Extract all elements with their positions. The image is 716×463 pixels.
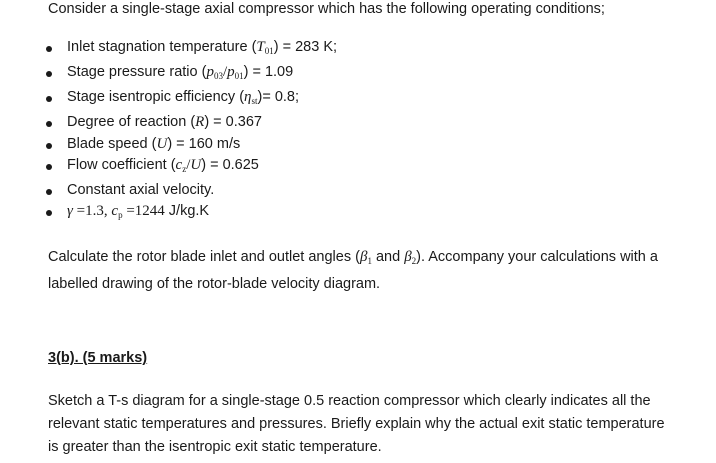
math-symbol: c bbox=[175, 157, 183, 173]
math-subscript: 01 bbox=[264, 46, 274, 56]
condition-value: ) = 0.625 bbox=[201, 157, 259, 173]
condition-isentropic-efficiency bbox=[67, 89, 299, 106]
math-value: =1244 bbox=[122, 203, 165, 219]
math-value: =1.3, bbox=[72, 203, 112, 219]
math-symbol: U bbox=[156, 136, 168, 152]
math-symbol: T bbox=[256, 39, 265, 55]
math-subscript: 01 bbox=[234, 71, 244, 81]
math-subscript: 1 bbox=[367, 256, 372, 266]
condition-label: Flow coefficient ( bbox=[67, 157, 176, 173]
condition-pressure-ratio bbox=[67, 64, 293, 81]
math-symbol: U bbox=[190, 157, 202, 173]
condition-value: )= 0.8; bbox=[257, 89, 300, 105]
condition-flow-coefficient bbox=[67, 157, 259, 174]
condition-degree-of-reaction bbox=[67, 114, 262, 131]
condition-label: Inlet stagnation temperature ( bbox=[67, 39, 257, 55]
condition-value: ) = 0.367 bbox=[204, 114, 262, 130]
math-symbol: c bbox=[111, 203, 119, 219]
intro-text: Consider a single-stage axial compressor which has the following operating conditions; bbox=[48, 1, 605, 17]
math-symbol: R bbox=[195, 114, 205, 130]
task-paragraph bbox=[48, 246, 678, 296]
math-subscript: st bbox=[251, 96, 258, 106]
math-subscript: p bbox=[118, 210, 123, 220]
math-symbol: γ bbox=[67, 203, 73, 219]
math-subscript: 03 bbox=[213, 71, 223, 81]
math-slash: / bbox=[186, 157, 191, 173]
condition-blade-speed bbox=[67, 136, 240, 153]
condition-value: ) = 160 m/s bbox=[167, 136, 241, 152]
condition-gamma-cp bbox=[67, 203, 209, 220]
condition-label: Degree of reaction ( bbox=[67, 114, 196, 130]
task-text: ). Accompany your calculations with a labelled drawing of the rotor-blade velocity diagram. bbox=[48, 249, 658, 292]
condition-label: Stage pressure ratio ( bbox=[67, 64, 207, 80]
condition-inlet-temperature bbox=[67, 39, 337, 56]
task-text: and bbox=[371, 249, 405, 265]
math-subscript: z bbox=[182, 164, 187, 174]
math-symbol: p bbox=[206, 64, 214, 80]
math-symbol: β bbox=[404, 249, 412, 265]
math-symbol: p bbox=[227, 64, 235, 80]
math-slash: / bbox=[222, 64, 228, 80]
math-symbol: β bbox=[359, 249, 368, 265]
task-text: Calculate the rotor blade inlet and outlet angles ( bbox=[48, 249, 360, 265]
condition-unit: J/kg.K bbox=[164, 203, 210, 219]
section-heading: 3(b). (5 marks) bbox=[48, 350, 148, 366]
math-subscript: 2 bbox=[411, 256, 417, 266]
condition-value: ) = 283 K; bbox=[273, 39, 338, 55]
condition-label: Constant axial velocity. bbox=[67, 182, 215, 198]
math-symbol: η bbox=[244, 89, 252, 105]
condition-value: ) = 1.09 bbox=[243, 64, 294, 80]
condition-constant-axial-velocity bbox=[67, 182, 214, 198]
section-paragraph: Sketch a T-s diagram for a single-stage 0.5 reaction compressor which clearly indicates all the relevant static temperatures and pressures. Briefly explain why the actual exit static temperature is greater than the isentropic exit static temperature. bbox=[48, 393, 665, 455]
condition-label: Stage isentropic efficiency ( bbox=[67, 89, 245, 105]
condition-label: Blade speed ( bbox=[67, 136, 157, 152]
